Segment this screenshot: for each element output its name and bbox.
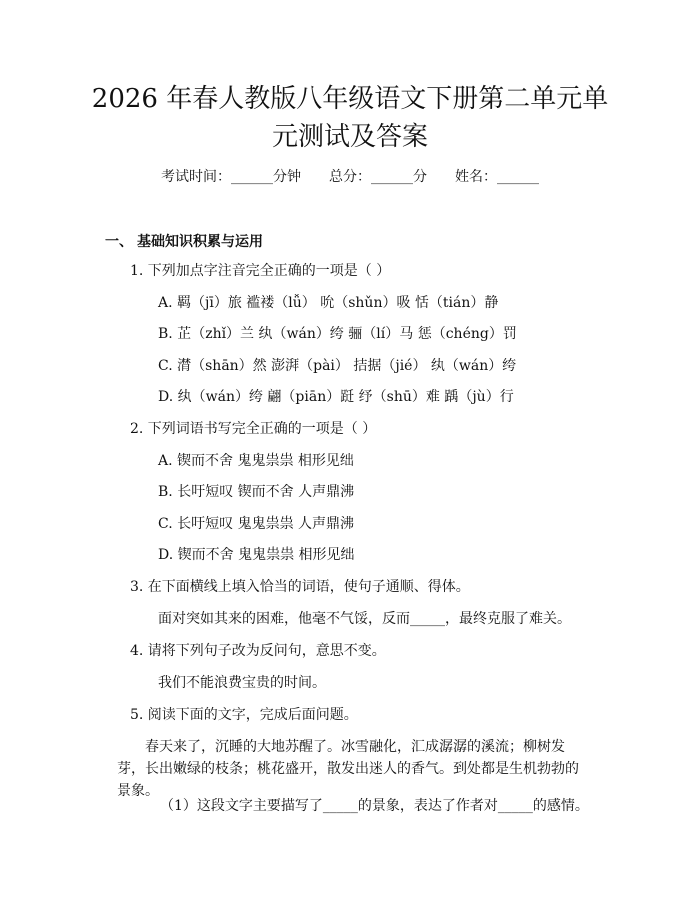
document-title-line-1: 2026 年春人教版八年级语文下册第二单元单 — [91, 84, 609, 114]
section-number: 一、 — [105, 234, 133, 250]
question-2-stem: 2. 下列词语书写完全正确的一项是（ ） — [130, 421, 377, 437]
exam-time-field: 考试时间：______分钟 — [161, 169, 301, 185]
question-2-option-a: A. 锲而不舍 鬼鬼祟祟 相形见绌 — [158, 453, 354, 469]
question-3-stem: 3. 在下面横线上填入恰当的词语，使句子通顺、得体。 — [130, 579, 470, 595]
question-5-stem: 5. 阅读下面的文字，完成后面问题。 — [130, 707, 358, 723]
question-5-subquestion-1: （1）这段文字主要描写了_____的景象，表达了作者对_____的感情。 — [160, 798, 589, 814]
document-title-line-2: 元测试及答案 — [271, 122, 428, 152]
question-3-sentence: 面对突如其来的困难，他毫不气馁，反而_____，最终克服了难关。 — [158, 611, 571, 627]
total-score-field: 总分：______分 — [329, 169, 427, 185]
question-4-sentence: 我们不能浪费宝贵的时间。 — [158, 675, 326, 691]
question-1-stem: 1. 下列加点字注音完全正确的一项是（ ） — [130, 263, 391, 279]
question-2-option-c: C. 长吁短叹 鬼鬼祟祟 人声鼎沸 — [158, 516, 355, 532]
question-1-option-c: C. 潸（shān）然 澎湃（pài） 拮据（jié） 纨（wán）绔 — [158, 358, 517, 374]
question-2-option-b: B. 长吁短叹 锲而不舍 人声鼎沸 — [158, 484, 355, 500]
question-4-stem: 4. 请将下列句子改为反问句，意思不变。 — [130, 643, 386, 659]
exam-info — [0, 166, 700, 186]
section-title: 基础知识积累与运用 — [137, 234, 263, 250]
question-5-passage: 春天来了，沉睡的大地苏醒了。冰雪融化，汇成潺潺的溪流；柳树发芽，长出嫩绿的枝条；桃花盛开，散发出迷人的香气。到处都是生机勃勃的景象。 — [117, 739, 579, 799]
question-2-option-d: D. 锲而不舍 鬼鬼祟祟 相形见绌 — [158, 547, 355, 563]
section-heading-1 — [105, 231, 263, 251]
question-1-option-d: D. 纨（wán）绔 翩（piān）跹 纾（shū）难 踽（jù）行 — [158, 389, 514, 405]
student-name-field: 姓名：______ — [455, 169, 539, 185]
question-1-option-b: B. 芷（zhǐ）兰 纨（wán）绔 骊（lí）马 惩（chéng）罚 — [158, 326, 517, 342]
question-1-option-a: A. 羁（jī）旅 褴褛（lǚ） 吮（shǔn）吸 恬（tián）静 — [158, 295, 499, 311]
